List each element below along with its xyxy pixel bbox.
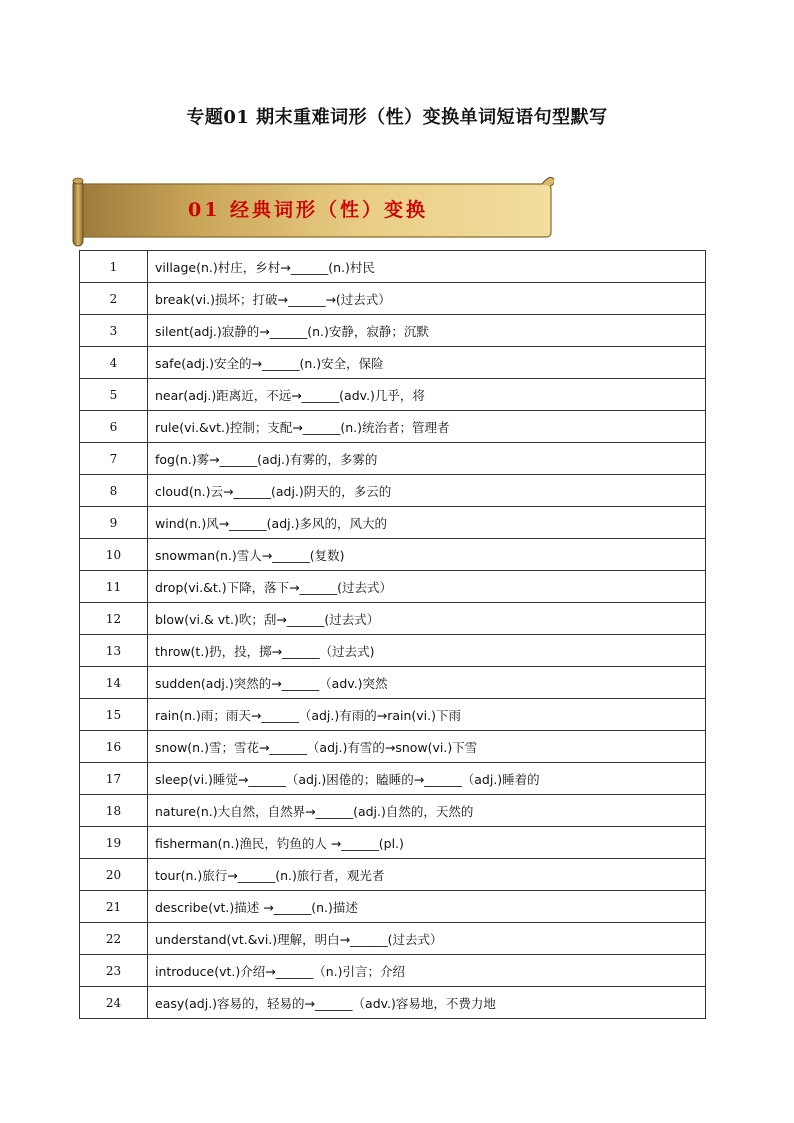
row-number: 2 — [80, 283, 148, 315]
row-number: 16 — [80, 731, 148, 763]
row-number: 10 — [80, 539, 148, 571]
row-number: 14 — [80, 667, 148, 699]
table-row — [80, 539, 706, 571]
table-row — [80, 827, 706, 859]
row-exercise: rule(vi.&vt.)控制；支配→______(n.)统治者；管理者 — [148, 411, 706, 443]
row-exercise: rain(n.)雨；雨天→______（adj.)有雨的→rain(vi.)下雨 — [148, 699, 706, 731]
row-exercise: village(n.)村庄，乡村→______(n.)村民 — [148, 251, 706, 283]
table-row — [80, 315, 706, 347]
row-exercise: nature(n.)大自然，自然界→______(adj.)自然的，天然的 — [148, 795, 706, 827]
row-number: 19 — [80, 827, 148, 859]
row-number: 8 — [80, 475, 148, 507]
table-row — [80, 987, 706, 1019]
row-exercise: near(adj.)距离近，不远→______(adv.)几乎，将 — [148, 379, 706, 411]
row-number: 6 — [80, 411, 148, 443]
table-row — [80, 475, 706, 507]
row-exercise: snowman(n.)雪人→______(复数) — [148, 539, 706, 571]
row-exercise: easy(adj.)容易的，轻易的→______（adv.)容易地，不费力地 — [148, 987, 706, 1019]
row-exercise: drop(vi.&t.)下降，落下→______(过去式） — [148, 571, 706, 603]
row-exercise: fisherman(n.)渔民，钓鱼的人 →______(pl.) — [148, 827, 706, 859]
row-exercise: understand(vt.&vi.)理解，明白→______(过去式） — [148, 923, 706, 955]
page-title: 专题01 期末重难词形（性）变换单词短语句型默写 — [186, 107, 608, 128]
row-number: 3 — [80, 315, 148, 347]
row-number: 21 — [80, 891, 148, 923]
table-row — [80, 283, 706, 315]
table-row — [80, 923, 706, 955]
row-exercise: fog(n.)雾→______(adj.)有雾的，多雾的 — [148, 443, 706, 475]
row-exercise: sleep(vi.)睡觉→______（adj.)困倦的；瞌睡的→______（adj.)睡着的 — [148, 763, 706, 795]
row-number: 17 — [80, 763, 148, 795]
table-row — [80, 955, 706, 987]
row-exercise: break(vi.)损坏；打破→______→(过去式） — [148, 283, 706, 315]
row-number: 13 — [80, 635, 148, 667]
row-number: 12 — [80, 603, 148, 635]
row-number: 11 — [80, 571, 148, 603]
row-number: 15 — [80, 699, 148, 731]
row-number: 24 — [80, 987, 148, 1019]
row-number: 23 — [80, 955, 148, 987]
row-exercise: cloud(n.)云→______(adj.)阴天的，多云的 — [148, 475, 706, 507]
row-number: 22 — [80, 923, 148, 955]
table-row — [80, 507, 706, 539]
table-row — [80, 795, 706, 827]
row-number: 1 — [80, 251, 148, 283]
table-row — [80, 667, 706, 699]
row-number: 9 — [80, 507, 148, 539]
row-exercise: snow(n.)雪；雪花→______（adj.)有雪的→snow(vi.)下雪 — [148, 731, 706, 763]
table-row — [80, 347, 706, 379]
row-number: 20 — [80, 859, 148, 891]
row-number: 7 — [80, 443, 148, 475]
row-exercise: introduce(vt.)介绍→______（n.)引言；介绍 — [148, 955, 706, 987]
table-row — [80, 763, 706, 795]
table-row — [80, 571, 706, 603]
table-row — [80, 443, 706, 475]
table-row — [80, 411, 706, 443]
table-row — [80, 859, 706, 891]
section-banner — [70, 170, 554, 248]
table-row — [80, 731, 706, 763]
row-exercise: wind(n.)风→______(adj.)多风的，风大的 — [148, 507, 706, 539]
table-row — [80, 891, 706, 923]
vocab-table-body — [80, 251, 706, 1019]
table-row — [80, 699, 706, 731]
row-exercise: describe(vt.)描述 →______(n.)描述 — [148, 891, 706, 923]
section-heading: 01 经典词形（性）变换 — [188, 199, 429, 221]
row-exercise: silent(adj.)寂静的→______(n.)安静，寂静；沉默 — [148, 315, 706, 347]
table-row — [80, 379, 706, 411]
table-row — [80, 251, 706, 283]
row-exercise: throw(t.)扔，投，掷→______（过去式) — [148, 635, 706, 667]
row-number: 4 — [80, 347, 148, 379]
row-exercise: sudden(adj.)突然的→______（adv.)突然 — [148, 667, 706, 699]
table-row — [80, 603, 706, 635]
row-number: 18 — [80, 795, 148, 827]
row-exercise: safe(adj.)安全的→______(n.)安全，保险 — [148, 347, 706, 379]
vocab-table — [79, 250, 706, 1019]
table-row — [80, 635, 706, 667]
row-exercise: blow(vi.& vt.)吹；刮→______(过去式） — [148, 603, 706, 635]
row-number: 5 — [80, 379, 148, 411]
row-exercise: tour(n.)旅行→______(n.)旅行者，观光者 — [148, 859, 706, 891]
